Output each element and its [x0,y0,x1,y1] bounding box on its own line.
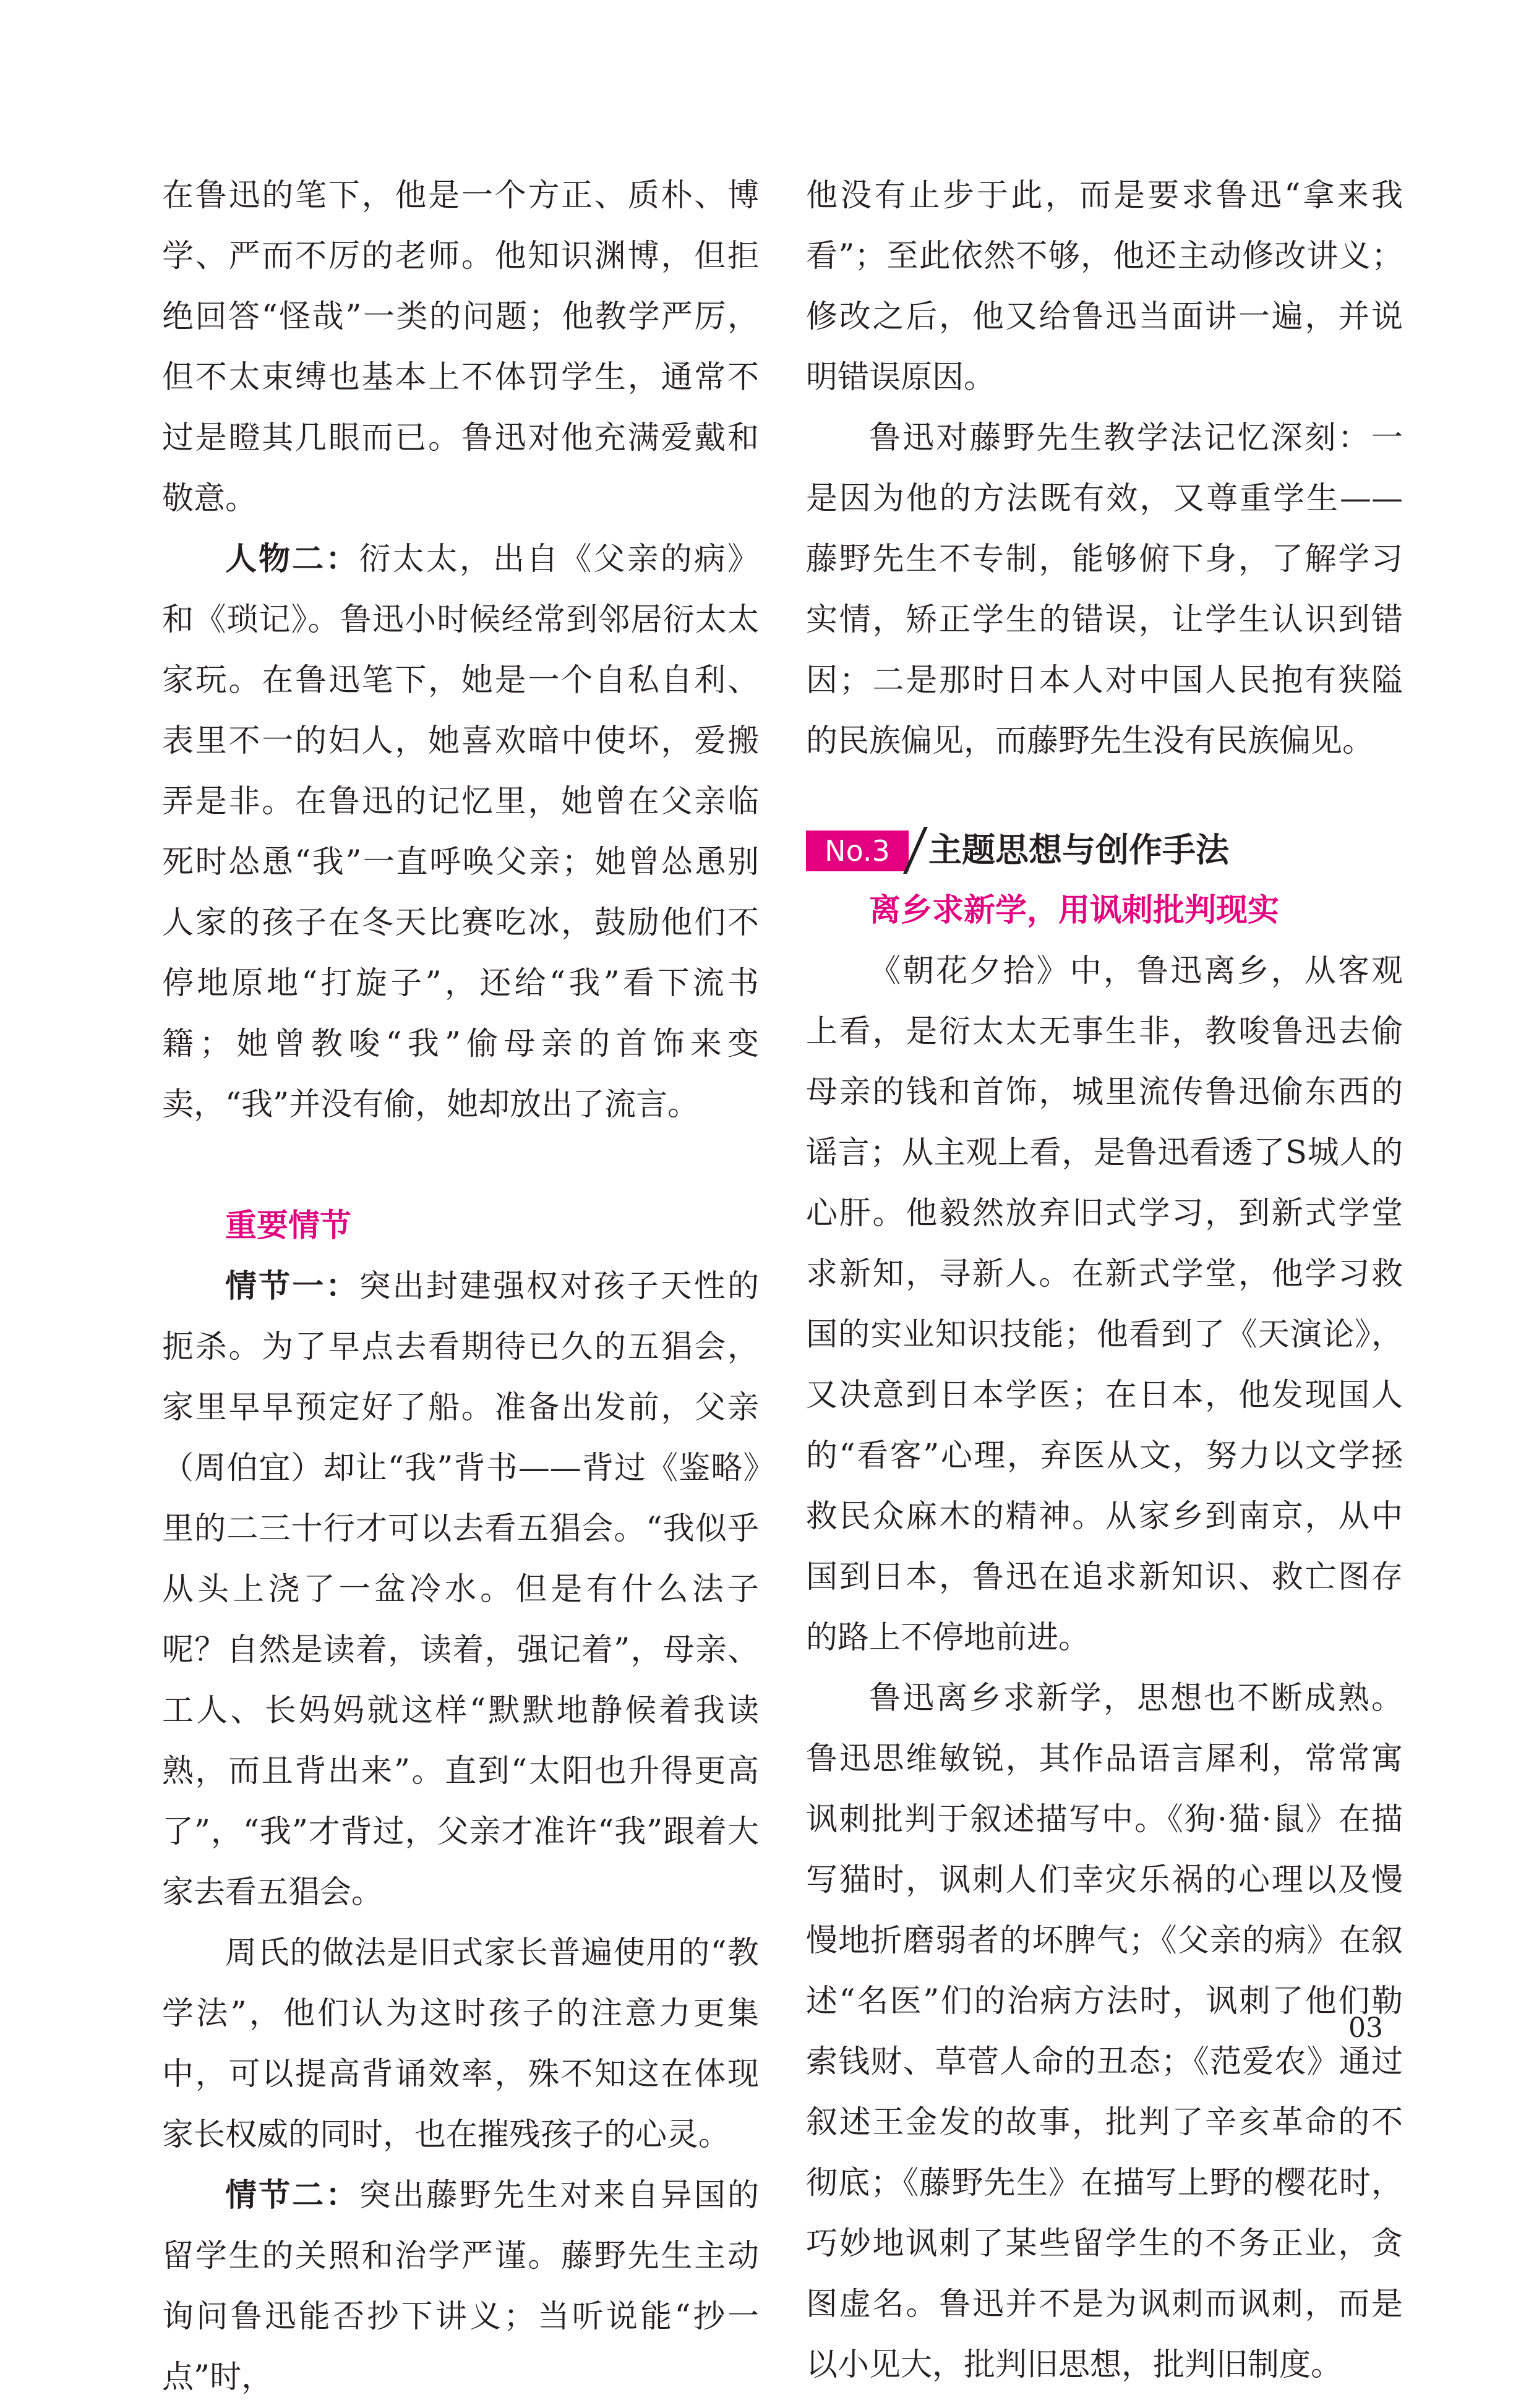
character-two-text: 衍太太，出自《父亲的病》和《琐记》。鲁迅小时候经常到邻居衍太太家玩。在鲁迅笔下，她是一个自私自利、表里不一的妇人，她喜欢暗中使坏，爱搬弄是非。在鲁迅的记忆里，她曾在父亲临死时怂恿“我”一直呼唤父亲；她曾怂恿别人家的孩子在冬天比赛吃冰，鼓励他们不停地原地“打旋子”，还给“我”看下流书籍；她曾教唆“我”偷母亲的首饰来变卖，“我”并没有偷，她却放出了流言。 [162,541,759,1123]
section-heading [806,818,1403,879]
page-number: 03 [1348,2012,1383,2044]
spacer [162,1135,759,1196]
paragraph-leaving-home: 《朝花夕拾》中，鲁迅离乡，从客观上看，是衍太太无事生非，教唆鲁迅去偷母亲的钱和首饰，城里流传鲁迅偷东西的谣言；从主观上看，是鲁迅看透了S城人的心肝。他毅然放弃旧式学习，到新式学堂求新知，寻新人。在新式学堂，他学习救国的实业知识技能；他看到了《天演论》，又决意到日本学医；在日本，他发现国人的“看客”心理，弃医从文，努力以文学拯救民众麻木的精神。从家乡到南京，从中国到日本，鲁迅在追求新知识、救亡图存的路上不停地前进。 [806,953,1403,1656]
paragraph-plot-two [162,2166,759,2408]
paragraph-plot-one [162,1257,759,1923]
section-number-badge: No.3 [806,830,909,871]
section-title: 主题思想与创作手法 [928,830,1229,869]
subheading-key-plots: 重要情节 [225,1208,352,1244]
paragraph-satire: 鲁迅离乡求新学，思想也不断成熟。鲁迅思维敏锐，其作品语言犀利，常常寓讽刺批判于叙述描写中。《狗·猫·鼠》在描写猫时，讽刺人们幸灾乐祸的心理以及慢慢地折磨弱者的坏脾气；《父亲的病》在叙述“名医”们的治病方法时，讽刺了他们勒索钱财、草菅人命的丑态；《范爱农》通过叙述王金发的故事，批判了辛亥革命的不彻底；《藤野先生》在描写上野的樱花时，巧妙地讽刺了某些留学生的不务正业，贪图虚名。鲁迅并不是为讽刺而讽刺，而是以小见大，批判旧思想，批判旧制度。 [806,1680,1403,2383]
paragraph-teacher-description: 在鲁迅的笔下，他是一个方正、质朴、博学、严而不厉的老师。他知识渊博，但拒绝回答“怪哉”一类的问题；他教学严厉，但不太束缚也基本上不体罚学生，通常不过是瞪其几眼而已。鲁迅对他充满爱戴和敬意。 [162,177,759,517]
paragraph-teaching-method: 周氏的做法是旧式家长普遍使用的“教学法”，他们认为这时孩子的注意力更集中，可以提高背诵效率，殊不知这在体现家长权威的同时，也在摧残孩子的心灵。 [162,1935,759,2153]
paragraph-character-two [162,529,759,1135]
plot-two-text: 突出藤野先生对来自异国的留学生的关照和治学严谨。藤野先生主动询问鲁迅能否抄下讲义；当听说能“抄一点”时， [162,2177,759,2396]
character-two-label: 人物二： [225,541,359,578]
plot-two-label: 情节二： [225,2177,359,2214]
left-column [162,166,759,2408]
subheading-satire: 离乡求新学，用讽刺批判现实 [869,892,1280,929]
plot-one-text: 突出封建强权对孩子天性的扼杀。为了早点去看期待已久的五猖会，家里早早预定好了船。准备出发前，父亲（周伯宜）却让“我”背书——背过《鉴略》里的二三十行才可以去看五猖会。“我似乎从头上浇了一盆冷水。但是有什么法子呢？自然是读着，读着，强记着”，母亲、工人、长妈妈就这样“默默地静候着我读熟，而且背出来”。直到“太阳也升得更高了”，“我”才背过，父亲才准许“我”跟着大家去看五猖会。 [162,1268,759,1911]
paragraph-plot-two-continued: 他没有止步于此，而是要求鲁迅“拿来我看”；至此依然不够，他还主动修改讲义；修改之后，他又给鲁迅当面讲一遍，并说明错误原因。 [806,177,1403,396]
plot-one-label: 情节一： [225,1268,359,1305]
right-column [806,166,1403,2396]
paragraph-fujino-method: 鲁迅对藤野先生教学法记忆深刻：一是因为他的方法既有效，又尊重学生——藤野先生不专制，能够俯下身，了解学习实情，矫正学生的错误，让学生认识到错因；二是那时日本人对中国人民抱有狭隘的民族偏见，而藤野先生没有民族偏见。 [806,420,1403,759]
